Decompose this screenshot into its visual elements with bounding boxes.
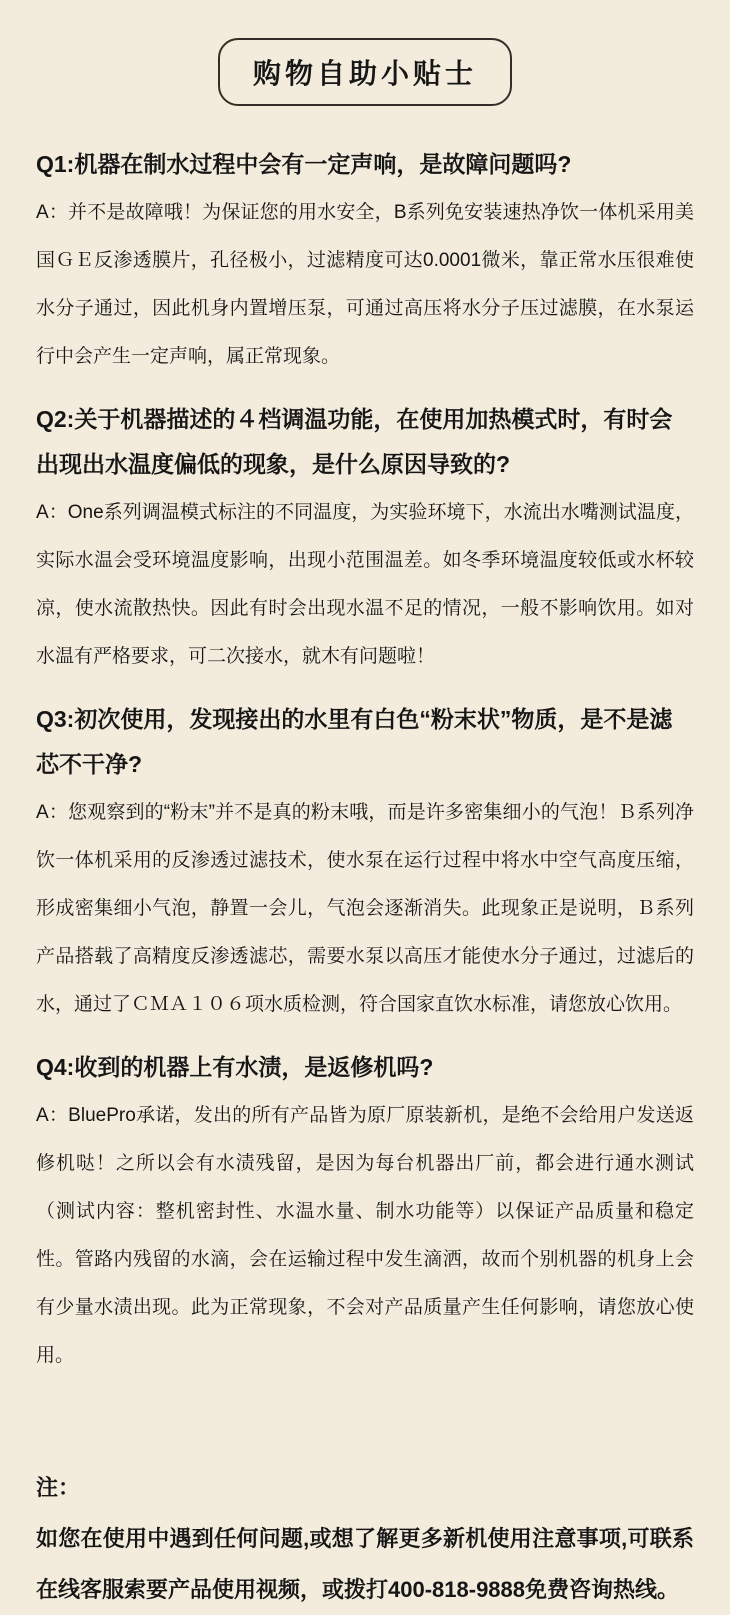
faq-page bbox=[0, 38, 730, 1601]
title-box bbox=[218, 38, 512, 106]
faq-q4-question: Q4:收到的机器上有水渍，是返修机吗? bbox=[36, 1054, 434, 1080]
faq-q2-answer: A：One系列调温模式标注的不同温度，为实验环境下，水流出水嘴测试温度，实际水温会受环境温度影响，出现小范围温差。如冬季环境温度较低或水杯较凉，使水流散热快。因此有时会出现水温不足的情况，一般不影响饮用。如对水温有严格要求，可二次接水，就木有问题啦！ bbox=[36, 502, 694, 667]
faq-item-q3 bbox=[36, 697, 694, 1029]
faq-q3-question: Q3:初次使用，发现接出的水里有白色“粉末状”物质，是不是滤芯不干净? bbox=[36, 706, 673, 777]
faq-q1-answer: A：并不是故障哦！为保证您的用水安全，B系列免安装速热净饮一体机采用美国ＧＥ反渗透膜片，孔径极小，过滤精度可达0.0001微米，靠正常水压很难使水分子通过，因此机身内置增压泵，可通过高压将水分子压过滤膜，在水泵运行中会产生一定声响，属正常现象。 bbox=[36, 202, 694, 367]
faq-content bbox=[0, 142, 730, 1615]
note-body: 如您在使用中遇到任何问题,或想了解更多新机使用注意事项,可联系在线客服索要产品使用视频，或拨打400-818-9888免费咨询热线。 bbox=[36, 1526, 694, 1602]
faq-q4-answer: A：BluePro承诺，发出的所有产品皆为原厂原装新机，是绝不会给用户发送返修机哒！之所以会有水渍残留，是因为每台机器出厂前，都会进行通水测试（测试内容：整机密封性、水温水量、制水功能等）以保证产品质量和稳定性。管路内残留的水滴，会在运输过程中发生滴洒，故而个别机器的机身上会有少量水渍出现。此为正常现象，不会对产品质量产生任何影响，请您放心使用。 bbox=[36, 1105, 694, 1366]
note-section bbox=[36, 1462, 694, 1615]
faq-q2-question: Q2:关于机器描述的４档调温功能，在使用加热模式时，有时会出现出水温度偏低的现象，是什么原因导致的? bbox=[36, 406, 673, 477]
faq-item-q1 bbox=[36, 142, 694, 381]
faq-q1-question: Q1:机器在制水过程中会有一定声响，是故障问题吗? bbox=[36, 151, 572, 177]
note-label: 注： bbox=[36, 1475, 81, 1500]
page-title: 购物自助小贴士 bbox=[252, 58, 477, 89]
faq-item-q2 bbox=[36, 397, 694, 681]
faq-item-q4 bbox=[36, 1045, 694, 1380]
faq-q3-answer: A：您观察到的“粉末”并不是真的粉末哦，而是许多密集细小的气泡！Ｂ系列净饮一体机采用的反渗透过滤技术，使水泵在运行过程中将水中空气高度压缩，形成密集细小气泡，静置一会儿，气泡会逐渐消失。此现象正是说明，Ｂ系列产品搭载了高精度反渗透滤芯，需要水泵以高压才能使水分子通过，过滤后的水，通过了ＣＭＡ１０６项水质检测，符合国家直饮水标准，请您放心饮用。 bbox=[36, 802, 694, 1015]
